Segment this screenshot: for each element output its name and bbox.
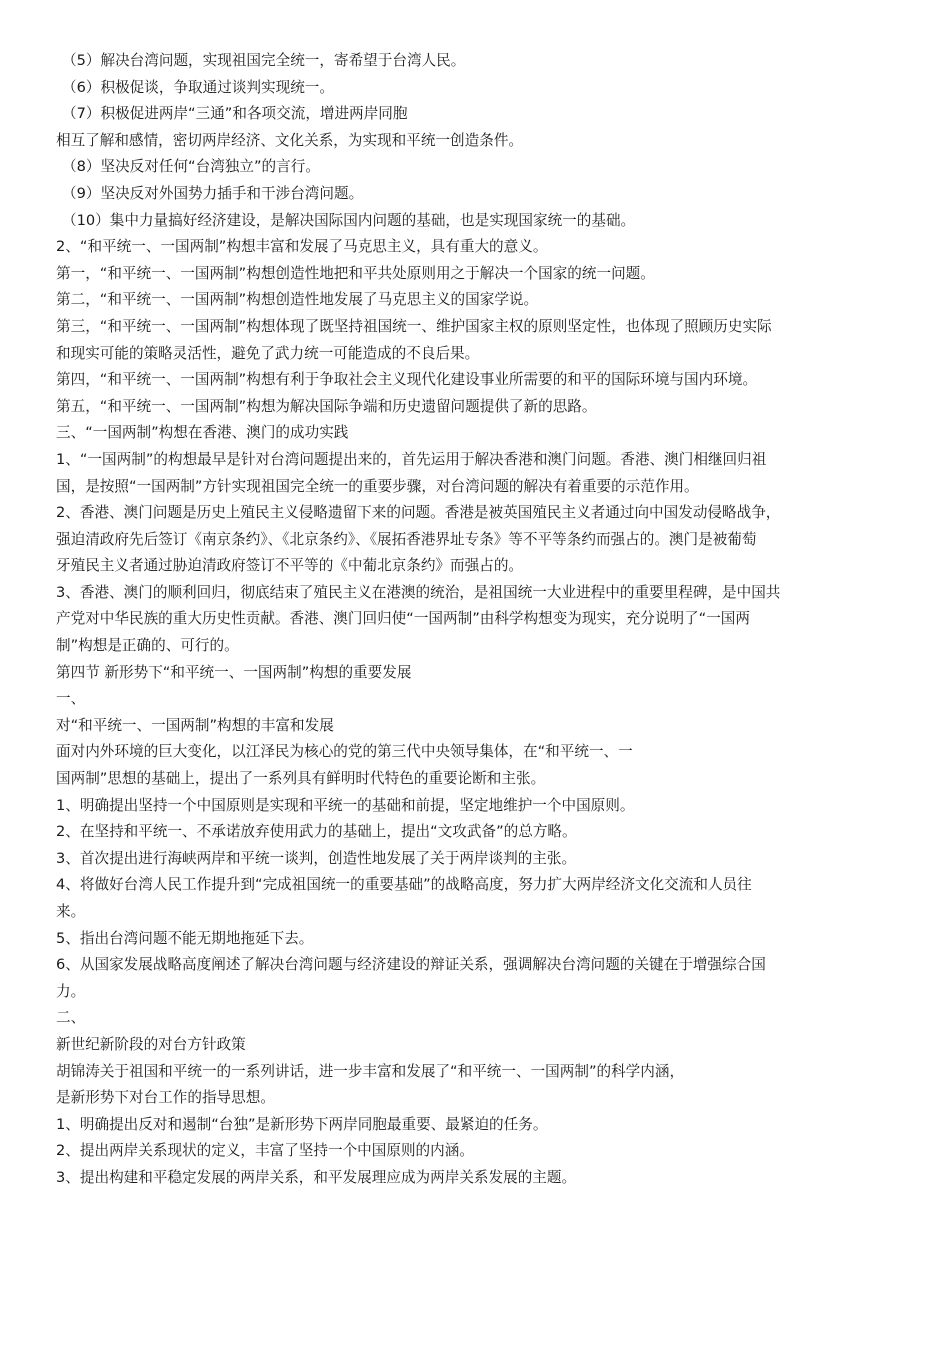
text-line: 二、 — [56, 1009, 86, 1027]
text-line: 3、提出构建和平稳定发展的两岸关系，和平发展理应成为两岸关系发展的主题。 — [56, 1168, 577, 1186]
document-page — [56, 48, 901, 1192]
text-line: （10）集中力量搞好经济建设，是解决国际国内问题的基础，也是实现国家统一的基础。 — [62, 211, 636, 229]
text-line: 3、首次提出进行海峡两岸和平统一谈判，创造性地发展了关于两岸谈判的主张。 — [56, 849, 577, 867]
text-line: 一、 — [56, 690, 86, 708]
text-line: （8）坚决反对任何“台湾独立”的言行。 — [62, 158, 320, 176]
text-line: 国两制”思想的基础上，提出了一系列具有鲜明时代特色的重要论断和主张。 — [56, 770, 546, 788]
text-line: 制”构想是正确的、可行的。 — [56, 637, 239, 655]
text-line: 是新形势下对台工作的指导思想。 — [56, 1089, 275, 1107]
text-line: 三、“一国两制”构想在香港、澳门的成功实践 — [56, 424, 349, 442]
text-line: 2、在坚持和平统一、不承诺放弃使用武力的基础上，提出“文攻武备”的总方略。 — [56, 823, 577, 841]
text-line: 牙殖民主义者通过胁迫清政府签订不平等的《中葡北京条约》而强占的。 — [56, 557, 524, 575]
text-line: 面对内外环境的巨大变化，以江泽民为核心的党的第三代中央领导集体，在“和平统一、一 — [56, 743, 633, 761]
text-line: 2、香港、澳门问题是历史上殖民主义侵略遗留下来的问题。香港是被英国殖民主义者通过向中国发动侵略战争， — [56, 504, 781, 522]
text-line: 2、“和平统一、一国两制”构想丰富和发展了马克思主义，具有重大的意义。 — [56, 238, 548, 256]
text-line: （6）积极促谈，争取通过谈判实现统一。 — [62, 78, 334, 96]
text-line: 国，是按照“一国两制”方针实现祖国完全统一的重要步骤，对台湾问题的解决有着重要的示范作用。 — [56, 477, 699, 495]
text-line: 第四，“和平统一、一国两制”构想有利于争取社会主义现代化建设事业所需要的和平的国际环境与国内环境。 — [56, 371, 758, 389]
text-line: 第三，“和平统一、一国两制”构想体现了既坚持祖国统一、维护国家主权的原则坚定性，也体现了照顾历史实际 — [56, 317, 772, 335]
text-line: 产党对中华民族的重大历史性贡献。香港、澳门回归使“一国两制”由科学构想变为现实，充分说明了“一国两 — [56, 610, 750, 628]
text-line: 2、提出两岸关系现状的定义，丰富了坚持一个中国原则的内涵。 — [56, 1142, 474, 1160]
text-line: （7）积极促进两岸“三通”和各项交流，增进两岸同胞 — [62, 105, 408, 123]
text-line: 1、明确提出反对和遏制“台独”是新形势下两岸同胞最重要、最紧迫的任务。 — [56, 1115, 548, 1133]
text-line: 5、指出台湾问题不能无期地拖延下去。 — [56, 929, 314, 947]
text-line: 1、明确提出坚持一个中国原则是实现和平统一的基础和前提，坚定地维护一个中国原则。 — [56, 796, 635, 814]
text-line: （9）坚决反对外国势力插手和干涉台湾问题。 — [62, 184, 364, 202]
text-line: 第五，“和平统一、一国两制”构想为解决国际争端和历史遗留问题提供了新的思路。 — [56, 397, 597, 415]
text-line: 胡锦涛关于祖国和平统一的一系列讲话，进一步丰富和发展了“和平统一、一国两制”的科学内涵， — [56, 1062, 685, 1080]
text-line: 1、“一国两制”的构想最早是针对台湾问题提出来的，首先运用于解决香港和澳门问题。香港、澳门相继回归祖 — [56, 450, 767, 468]
text-line: 相互了解和感情，密切两岸经济、文化关系，为实现和平统一创造条件。 — [56, 131, 524, 149]
text-line: 3、香港、澳门的顺利回归，彻底结束了殖民主义在港澳的统治，是祖国统一大业进程中的重要里程碑，是中国共 — [56, 583, 781, 601]
text-line: （5）解决台湾问题，实现祖国完全统一，寄希望于台湾人民。 — [62, 52, 466, 69]
text-line: 强迫清政府先后签订《南京条约》、《北京条约》、《展拓香港界址专条》等不平等条约而强占的。澳门是被葡萄 — [56, 530, 757, 548]
text-line: 4、将做好台湾人民工作提升到“完成祖国统一的重要基础”的战略高度，努力扩大两岸经济文化交流和人员往 — [56, 876, 752, 894]
text-line: 对“和平统一、一国两制”构想的丰富和发展 — [56, 716, 334, 734]
text-line: 来。 — [56, 903, 86, 920]
text-line: 第二，“和平统一、一国两制”构想创造性地发展了马克思主义的国家学说。 — [56, 291, 539, 309]
text-line: 6、从国家发展战略高度阐述了解决台湾问题与经济建设的辩证关系，强调解决台湾问题的关键在于增强综合国 — [56, 956, 766, 974]
text-line: 和现实可能的策略灵活性，避免了武力统一可能造成的不良后果。 — [56, 344, 480, 362]
text-line: 第四节 新形势下“和平统一、一国两制”构想的重要发展 — [56, 663, 412, 681]
text-line: 第一，“和平统一、一国两制”构想创造性地把和平共处原则用之于解决一个国家的统一问题。 — [56, 264, 655, 282]
text-line: 力。 — [56, 982, 86, 1000]
text-line: 新世纪新阶段的对台方针政策 — [56, 1035, 246, 1053]
